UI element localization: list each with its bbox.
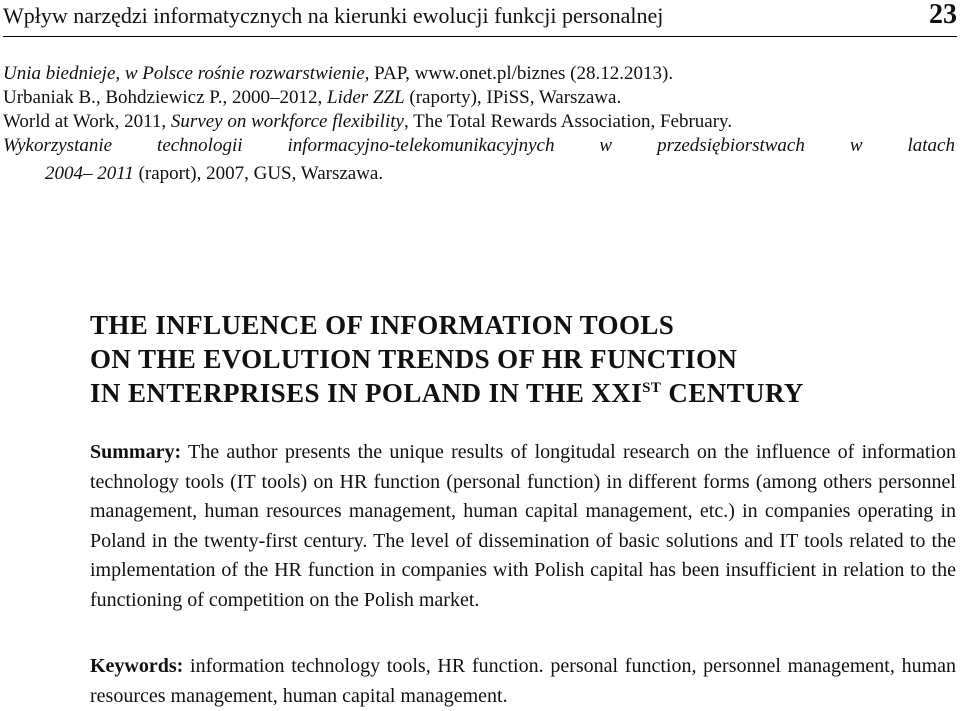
- summary-paragraph: [90, 438, 956, 615]
- title-line-text: CENTURY: [661, 378, 804, 408]
- reference-details: PAP, www.onet.pl/biznes (28.12.2013).: [369, 63, 674, 84]
- keywords-paragraph: [90, 652, 956, 711]
- article-title: [90, 308, 930, 410]
- reference-list: [3, 62, 955, 186]
- reference-details: , The Total Rewards Association, February.: [403, 111, 733, 132]
- title-superscript: ST: [642, 380, 662, 396]
- reference-item: [3, 62, 955, 86]
- reference-details: (raporty), IPiSS, Warszawa.: [404, 87, 622, 108]
- reference-author: World at Work, 2011,: [3, 111, 171, 132]
- title-line: ON THE EVOLUTION TRENDS OF HR FUNCTION: [90, 344, 738, 374]
- running-header: [3, 0, 957, 40]
- title-line-text: IN ENTERPRISES IN POLAND IN THE XXI: [90, 378, 643, 408]
- reference-item: [3, 110, 955, 134]
- reference-item-continuation: [3, 162, 955, 186]
- reference-author: Urbaniak B., Bohdziewicz P., 2000–2012,: [3, 87, 328, 108]
- summary-label: Summary:: [90, 441, 182, 463]
- reference-details: (raport), 2007, GUS, Warszawa.: [133, 163, 384, 184]
- reference-title: Survey on workforce flexibility: [170, 111, 404, 132]
- reference-title: Unia biednieje, w Polsce rośnie rozwarstwienie,: [3, 63, 370, 84]
- header-rule: [3, 36, 957, 37]
- reference-item: [3, 134, 955, 158]
- running-title: Wpływ narzędzi informatycznych na kierunki ewolucji funkcji personalnej: [3, 3, 664, 28]
- reference-title: Lider ZZL: [327, 87, 405, 108]
- page-number: 23: [929, 0, 957, 30]
- reference-item: [3, 86, 955, 110]
- reference-title: Wykorzystanie technologii informacyjno-telekomunikacyjnych w przedsiębiorstwach w latach: [3, 135, 955, 156]
- reference-title-continuation: 2004– 2011: [45, 163, 134, 184]
- keywords-text: information technology tools, HR function. personal function, personnel management, human resources management, human capital management.: [90, 655, 956, 707]
- title-line: THE INFLUENCE OF INFORMATION TOOLS: [90, 310, 675, 340]
- title-line: [90, 376, 930, 410]
- keywords-label: Keywords:: [90, 655, 184, 677]
- summary-text: The author presents the unique results of longitudal research on the influence of information technology tools (IT tools) on HR function (personal function) in different forms (among others personnel management, human resources management, human capital management, etc.) in companies operating in Poland in the twenty-first century. The level of dissemination of basic solutions and IT tools related to the implementation of the HR function in companies with Polish capital has been insufficient in relation to the functioning of competition on the Polish market.: [90, 441, 956, 611]
